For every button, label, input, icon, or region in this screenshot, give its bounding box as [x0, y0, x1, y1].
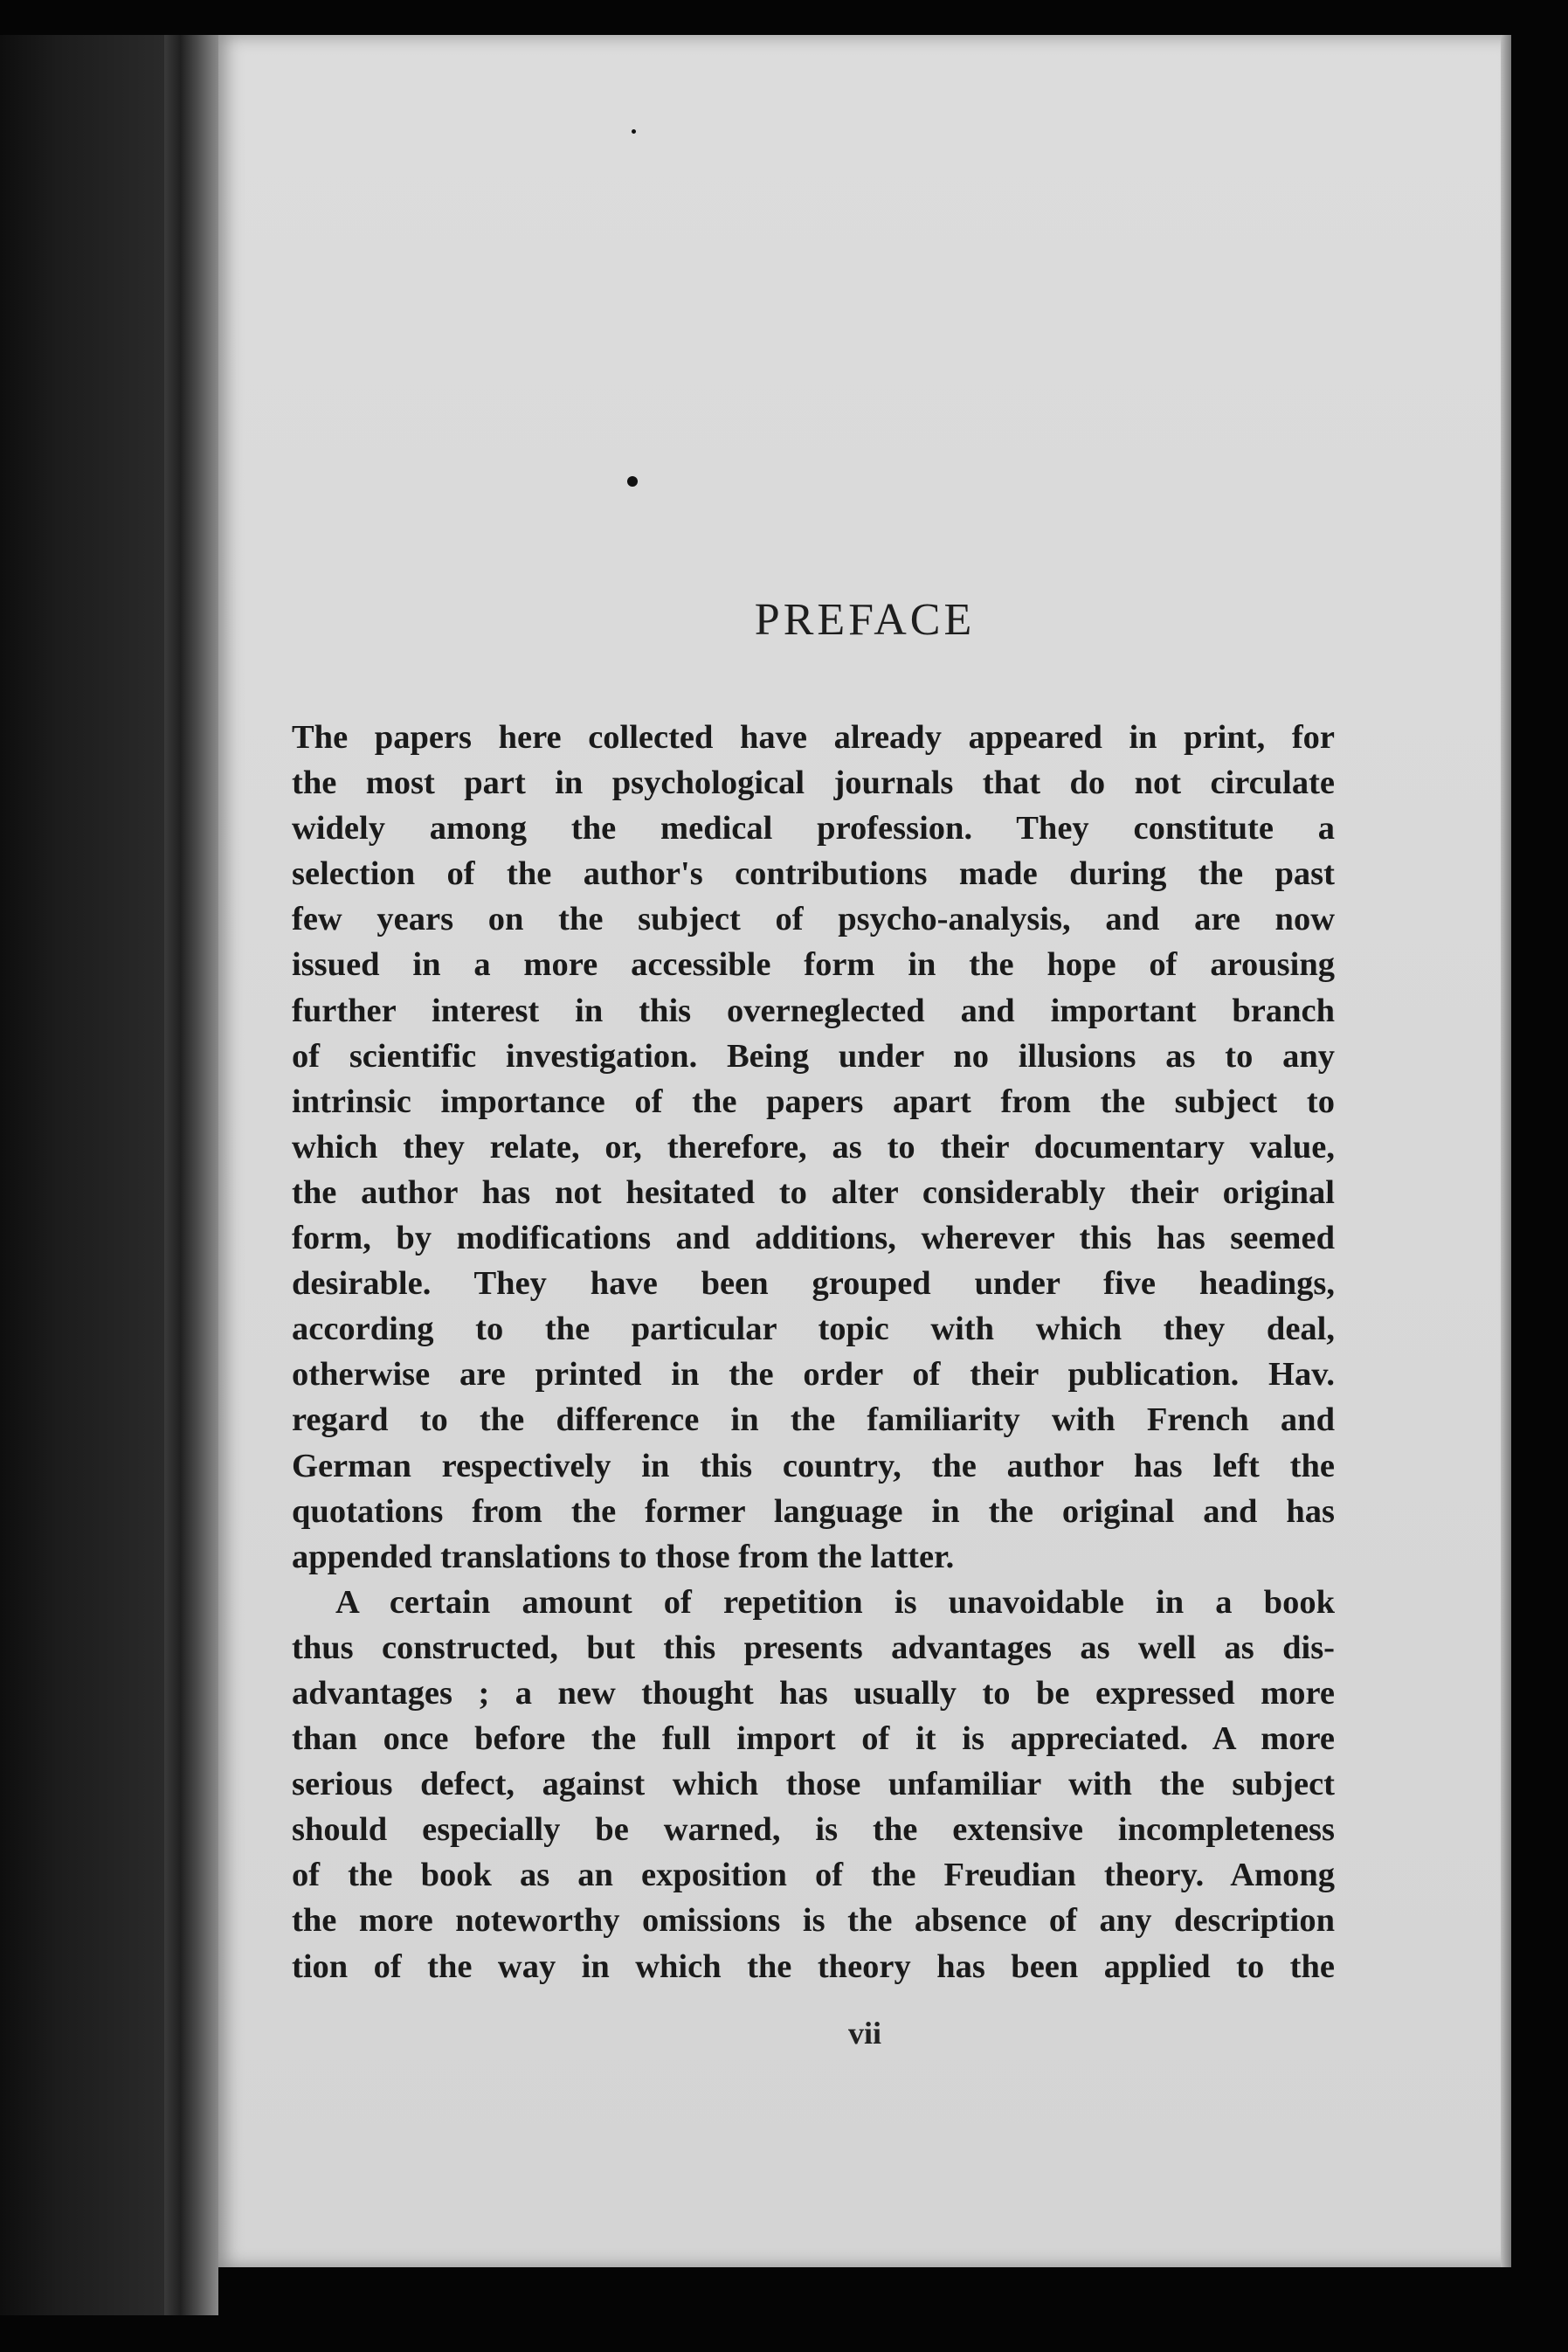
facing-page-strip	[0, 35, 164, 2315]
text-line: regard to the difference in the familiarity with French and	[292, 1401, 1335, 1439]
text-line: further interest in this overneglected and important branch	[292, 992, 1335, 1029]
text-line: the more noteworthy omissions is the absence of any description	[292, 1902, 1335, 1940]
page-edge	[1501, 35, 1511, 2267]
text-line: desirable. They have been grouped under five headings,	[292, 1265, 1335, 1303]
page-title: PREFACE	[754, 595, 976, 645]
text-line: the author has not hesitated to alter considerably their original	[292, 1173, 1335, 1211]
text-line: thus constructed, but this presents advantages as well as dis-	[292, 1629, 1335, 1666]
text-line: serious defect, against which those unfamiliar with the subject	[292, 1766, 1335, 1803]
preface-body	[292, 715, 1335, 1989]
text-line: The papers here collected have already appeared in print, for	[292, 719, 1335, 756]
page-number: vii	[847, 2016, 881, 2051]
text-line: issued in a more accessible form in the hope of arousing	[292, 946, 1335, 984]
text-line: appended translations to those from the latter.	[292, 1538, 955, 1575]
text-line: according to the particular topic with which they deal,	[292, 1311, 1335, 1348]
print-speck	[627, 476, 638, 487]
text-line: advantages ; a new thought has usually to be expressed more	[292, 1674, 1335, 1712]
paragraph-1	[292, 715, 1335, 1580]
paragraph-2	[292, 1580, 1335, 1989]
text-line: widely among the medical profession. They constitute a	[292, 810, 1335, 847]
text-line: form, by modifications and additions, wherever this has seemed	[292, 1220, 1335, 1257]
book-gutter	[164, 35, 218, 2315]
text-line: than once before the full import of it is appreciated. A more	[292, 1720, 1335, 1758]
text-line: tion of the way in which the theory has been applied to the	[292, 1947, 1335, 1985]
text-line: selection of the author's contributions made during the past	[292, 855, 1335, 893]
text-line: should especially be warned, is the extensive incompleteness	[292, 1811, 1335, 1849]
text-line: intrinsic importance of the papers apart from the subject to	[292, 1083, 1335, 1120]
text-line: of scientific investigation. Being under no illusions as to any	[292, 1037, 1335, 1075]
text-line: German respectively in this country, the author has left the	[292, 1447, 1335, 1484]
text-line: otherwise are printed in the order of their publication. Hav.	[292, 1356, 1335, 1394]
text-line: of the book as an exposition of the Freudian theory. Among	[292, 1857, 1335, 1894]
text-line: which they relate, or, therefore, as to their documentary value,	[292, 1128, 1335, 1166]
print-speck	[632, 129, 636, 134]
text-line: the most part in psychological journals that do not circulate	[292, 764, 1335, 802]
text-line: A certain amount of repetition is unavoidable in a book	[335, 1583, 1335, 1621]
text-line: few years on the subject of psycho-analysis, and are now	[292, 901, 1335, 938]
text-line: quotations from the former language in the original and has	[292, 1492, 1335, 1530]
